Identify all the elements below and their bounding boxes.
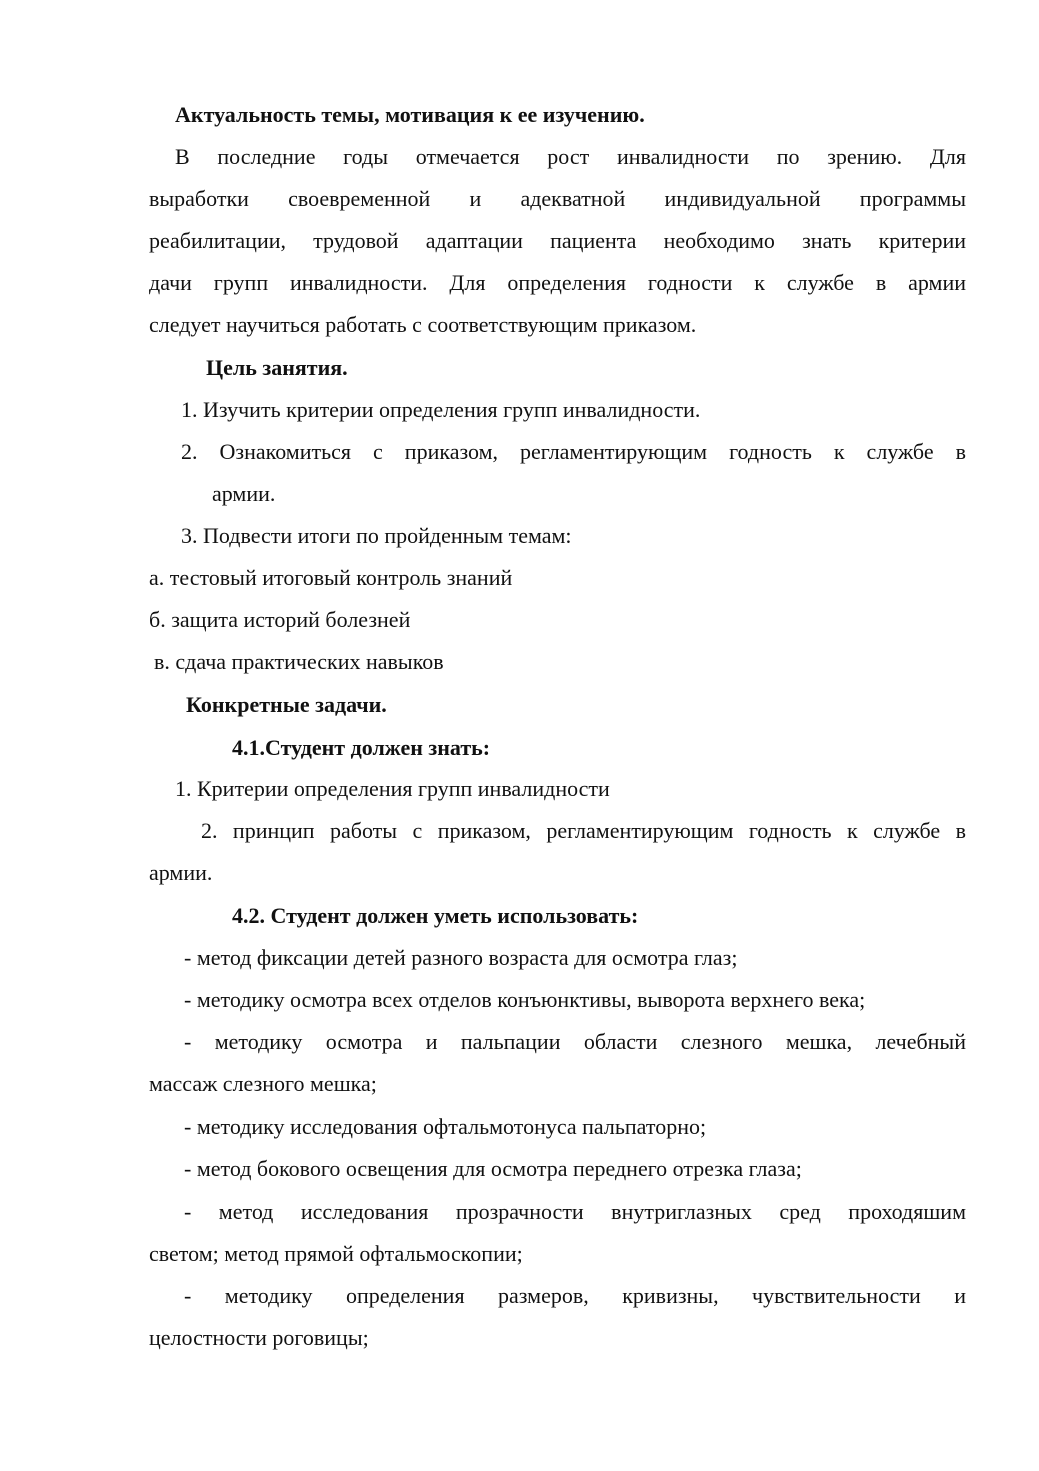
relevance-heading: Актуальность темы, мотивация к ее изучению.	[175, 102, 645, 127]
relevance-line-2: выработки своевременной и адекватной индивидуальной программы	[149, 186, 966, 211]
relevance-line-5: следует научиться работать с соответствующим приказом.	[149, 312, 697, 337]
relevance-line-3: реабилитации, трудовой адаптации пациента необходимо знать критерии	[149, 228, 966, 253]
goal-item-1: 1. Изучить критерии определения групп инвалидности.	[181, 397, 701, 422]
able-line-1: - метод фиксации детей разного возраста для осмотра глаз;	[184, 945, 738, 970]
able-line-4: массаж слезного мешка;	[149, 1071, 377, 1096]
goal-subitem-b: б. защита историй болезней	[149, 607, 411, 632]
goal-item-2: 2. Ознакомиться с приказом, регламентирующим годность к службе в	[181, 439, 966, 464]
know-line-2: 2. принцип работы с приказом, регламентирующим годность к службе в	[201, 818, 966, 843]
know-line-3: армии.	[149, 860, 213, 885]
relevance-line-1: В последние годы отмечается рост инвалидности по зрению. Для	[175, 144, 966, 169]
relevance-line-4: дачи групп инвалидности. Для определения годности к службе в армии	[149, 270, 966, 295]
goal-heading: Цель занятия.	[206, 355, 348, 380]
able-line-8: светом; метод прямой офтальмоскопии;	[149, 1241, 523, 1266]
able-line-3: - методику осмотра и пальпации области слезного мешка, лечебный	[184, 1029, 966, 1054]
able-line-10: целостности роговицы;	[149, 1325, 369, 1350]
able-line-2: - методику осмотра всех отделов конъюнктивы, выворота верхнего века;	[184, 987, 866, 1012]
know-line-1: 1. Критерии определения групп инвалидности	[175, 776, 610, 801]
goal-subitem-c: в. сдача практических навыков	[154, 649, 444, 674]
tasks-heading: Конкретные задачи.	[186, 692, 387, 717]
able-line-9: - методику определения размеров, кривизны, чувствительности и	[184, 1283, 966, 1308]
know-heading: 4.1.Студент должен знать:	[232, 735, 491, 760]
goal-item-3: 3. Подвести итоги по пройденным темам:	[181, 523, 572, 548]
able-line-5: - методику исследования офтальмотонуса пальпаторно;	[184, 1114, 707, 1139]
able-heading: 4.2. Студент должен уметь использовать:	[232, 903, 639, 928]
goal-subitem-a: а. тестовый итоговый контроль знаний	[149, 565, 513, 590]
able-line-6: - метод бокового освещения для осмотра переднего отрезка глаза;	[184, 1156, 802, 1181]
goal-item-2-continued: армии.	[212, 481, 276, 506]
able-line-7: - метод исследования прозрачности внутриглазных сред проходяшим	[184, 1199, 966, 1224]
